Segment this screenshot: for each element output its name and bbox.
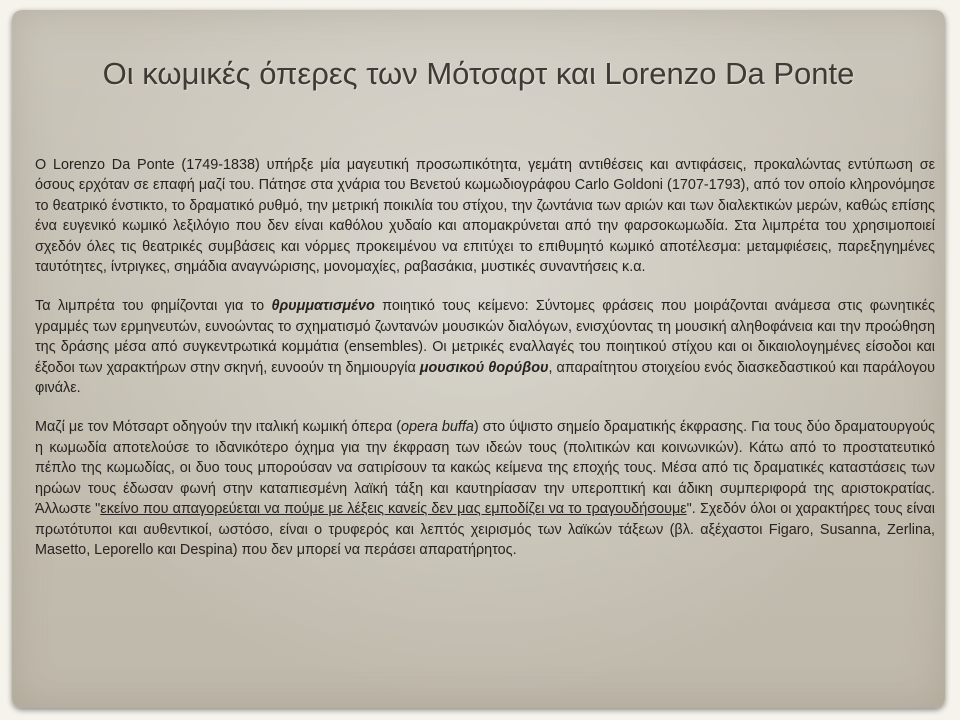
paragraph-2 xyxy=(35,296,935,398)
paragraph-2-part-1: Τα λιμπρέτα του φημίζονται για το xyxy=(35,298,272,315)
slide-body xyxy=(35,155,935,579)
underlined-quote: εκείνο που απαγορεύεται να πούμε με λέξεις κανείς δεν μας εμποδίζει να το τραγουδήσουμε xyxy=(100,501,687,518)
paragraph-3-part-2: ) στο ύψιστο σημείο δραματικής έκφρασης. Για τους δύο δραματουργούς η κωμωδία αποτελούσε το ιδανικότερο όχημα για την έκφραση των ιδεών τους (πολιτικών και κοινωνικών). Κάτω από το προστατευτικό πέπλο της κωμωδίας, οι δυο τους μπορούσαν να σατιρίσουν τα κακώς κείμενα της εποχής τους. Μέσα από τις δραματικές καταστάσεις των ηρώων τους έδωσαν φωνή στην καταπιεσμένη λαϊκή τάξη και καυτηρίασαν την υπεροπτική και άδικη συμπεριφορά της αριστοκρατίας. Άλλωστε " xyxy=(35,419,935,518)
paragraph-1 xyxy=(35,155,935,277)
emphasis-fragmented: θρυμματισμένο xyxy=(271,298,375,315)
slide xyxy=(12,10,945,708)
slide-title: Οι κωμικές όπερες των Μότσαρτ και Lorenzo Da Ponte xyxy=(102,56,855,91)
paragraph-2-part-3: , απαραίτητου στοιχείου ενός διασκεδαστικού και παράλογου φινάλε. xyxy=(35,359,936,397)
paragraph-2-part-2: ποιητικό τους κείμενο: Σύντομες φράσεις που μοιράζονται ανάμεσα στις φωνητικές γραμμές των ερμηνευτών, ευνοώντας το σχηματισμό ζωντανών μουσικών διαλόγων, ενισχύοντας τη μουσική αληθοφάνεια και την προώθηση της δράσης μέσα από συγκεντρωτικά κομμάτια (ensembles). Οι μετρικές εναλλαγές του ποιητικού στίχου και οι δικαιολογημένες είσοδοι και έξοδοι των χαρακτήρων στην σκηνή, ευνοούν τη δημιουργία xyxy=(35,298,935,376)
emphasis-musical-noise: μουσικού θορύβου xyxy=(419,359,549,376)
paragraph-3-part-3: ". Σχεδόν όλοι οι χαρακτήρες τους είναι πρωτότυποι και αυθεντικοί, ωστόσο, είναι ο τρυφερός και λεπτός χειρισμός των λαϊκών τάξεων (βλ. αξέχαστοι Figaro, Susanna, Zerlina, Masetto, Leporello και Despina) που δεν μπορεί να περάσει απαρατήρητος. xyxy=(35,501,936,558)
italic-opera-buffa: opera buffa xyxy=(401,419,474,436)
paragraph-1-text: Ο Lorenzo Da Ponte (1749-1838) υπήρξε μία μαγευτική προσωπικότητα, γεμάτη αντιθέσεις και αντιφάσεις, προκαλώντας εντύπωση σε όσους ερχόταν σε επαφή μαζί του. Πάτησε στα χνάρια του Βενετού κωμωδιογράφου Carlo Goldoni (1707-1793), από τον οποίο κληρονόμησε το θεατρικό ένστικτο, το δραματικό ρυθμό, την μετρική ποικιλία του στίχου, την ζωντάνια των αριών και των διαλεκτικών μερών, καθώς επίσης ένα ευγενικό κωμικό λεξιλόγιο που δεν είναι καθόλου χυδαίο και απομακρύνεται από την φαρσοκωμωδία. Στα λιμπρέτα του χρησιμοποιεί σχεδόν όλες τις θεατρικές συμβάσεις και νόρμες προκειμένου να επιτύχει το επιθυμητό κωμικό αποτέλεσμα: μεταμφιέσεις, παρεξηγημένες ταυτότητες, ίντριγκες, σημάδια αναγνώρισης, μονομαχίες, ραβασάκια, μυστικές συναντήσεις κ.α. xyxy=(35,157,935,276)
paragraph-3-part-1: Μαζί με τον Μότσαρτ οδηγούν την ιταλική κωμική όπερα ( xyxy=(35,419,402,436)
paragraph-3 xyxy=(35,417,935,560)
